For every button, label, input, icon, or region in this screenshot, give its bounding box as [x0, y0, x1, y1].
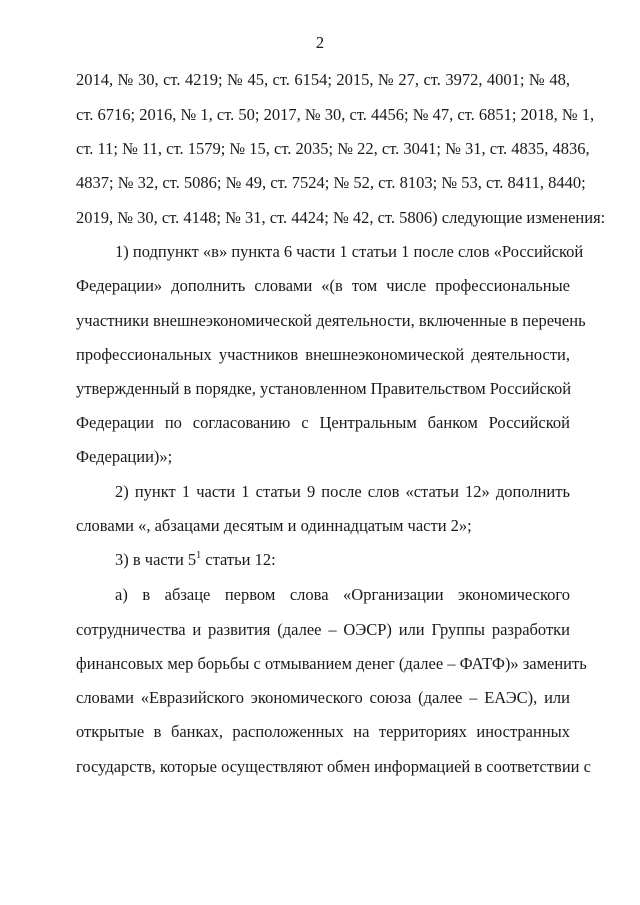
paragraph-3-line [115, 550, 570, 570]
text-line: финансовых мер борьбы с отмыванием денег (далее – ФАТФ)» заменить [76, 654, 587, 673]
text-line: 4837; № 32, ст. 5086; № 49, ст. 7524; № 52, ст. 8103; № 53, ст. 8411, 8440; [76, 173, 586, 192]
text-line: ст. 11; № 11, ст. 1579; № 15, ст. 2035; № 22, ст. 3041; № 31, ст. 4835, 4836, [76, 139, 590, 158]
text-line: профессиональных участников внешнеэкономической деятельности, [76, 345, 570, 364]
text-line: 2014, № 30, ст. 4219; № 45, ст. 6154; 2015, № 27, ст. 3972, 4001; № 48, [76, 70, 570, 89]
text-line: утвержденный в порядке, установленном Правительством Российской [76, 379, 572, 398]
text-fragment: 3) в части 5 [115, 550, 197, 569]
text-line: словами «, абзацами десятым и одиннадцатым части 2»; [76, 516, 472, 535]
paragraph-a-line: а) в абзаце первом слова «Организации экономического [115, 585, 570, 604]
text-line: участники внешнеэкономической деятельности, включенные в перечень [76, 311, 586, 330]
text-line: государств, которые осуществляют обмен информацией в соответствии с [76, 757, 591, 776]
paragraph-2-line: 2) пункт 1 части 1 статьи 9 после слов «статьи 12» дополнить [115, 482, 570, 501]
text-line: Федерации по согласованию с Центральным банком Российской [76, 413, 570, 432]
paragraph-1-line: 1) подпункт «в» пункта 6 части 1 статьи 1 после слов «Российской [115, 242, 584, 261]
text-fragment: статьи 12: [201, 550, 276, 569]
superscript: 1 [196, 550, 202, 561]
text-line: ст. 6716; 2016, № 1, ст. 50; 2017, № 30, ст. 4456; № 47, ст. 6851; 2018, № 1, [76, 105, 595, 124]
page-number: 2 [315, 33, 325, 52]
text-line: Федерации» дополнить словами «(в том числе профессиональные [76, 276, 570, 295]
text-line: 2019, № 30, ст. 4148; № 31, ст. 4424; № 42, ст. 5806) следующие изменения: [76, 208, 606, 227]
text-line: открытые в банках, расположенных на территориях иностранных [76, 722, 570, 741]
text-line: сотрудничества и развития (далее – ОЭСР) или Группы разработки [76, 620, 570, 639]
text-line: Федерации)»; [76, 447, 173, 466]
text-line: словами «Евразийского экономического союза (далее – ЕАЭС), или [76, 688, 570, 707]
